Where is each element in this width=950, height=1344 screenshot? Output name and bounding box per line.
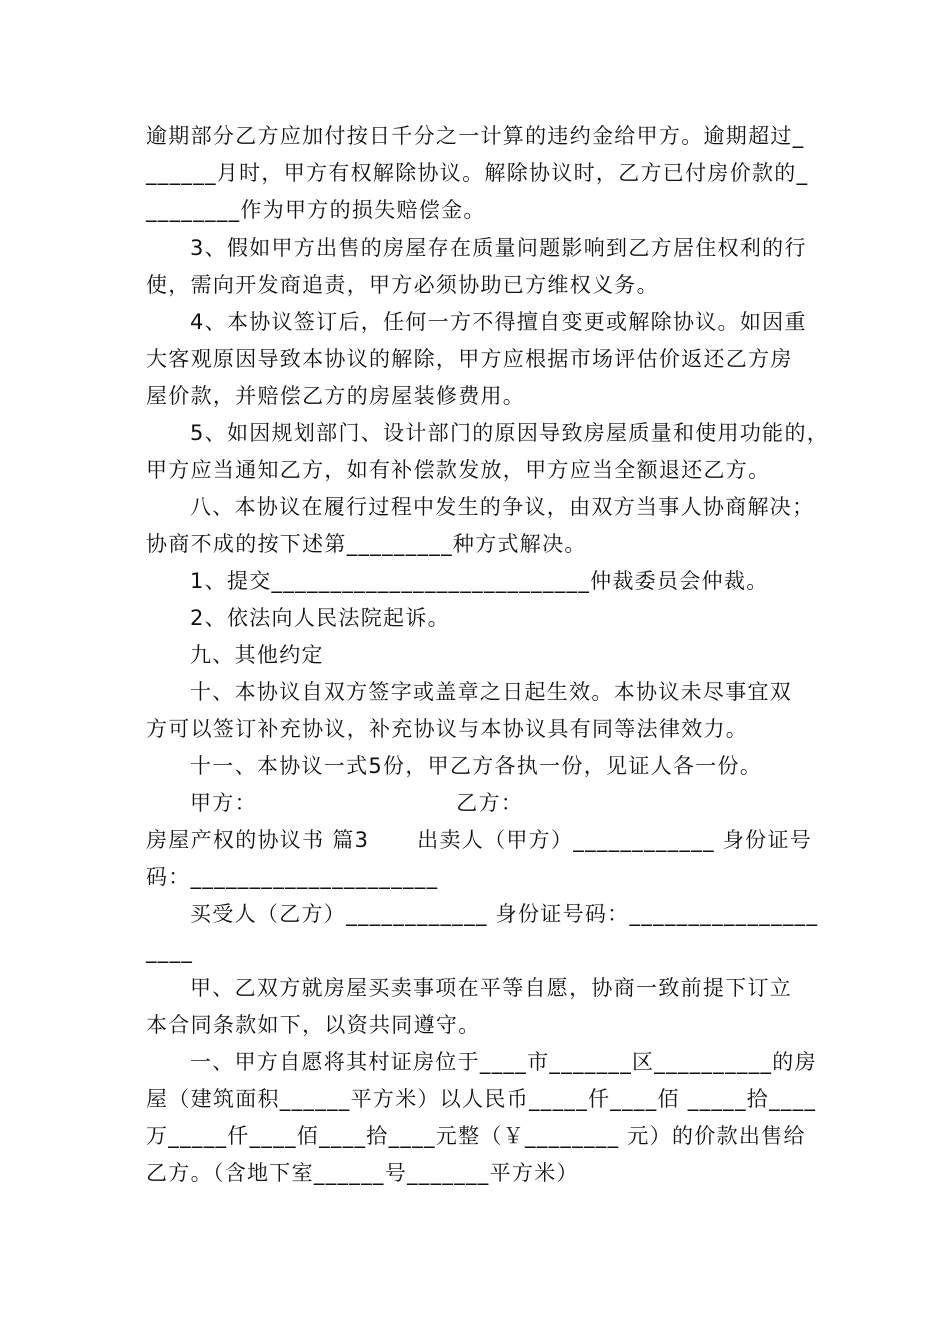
text-line: 十一、本协议一式5份，甲乙方各执一份，见证人各一份。 [190, 754, 763, 778]
text-line: 4、本协议签订后，任何一方不得擅自变更或解除协议。如因重 [190, 310, 807, 334]
text-line: 本合同条款如下，以资共同遵守。 [146, 1013, 481, 1037]
text-line: 甲、乙双方就房屋买卖事项在平等自愿，协商一致前提下订立 [190, 976, 793, 1000]
text-line: 八、本协议在履行过程中发生的争议，由双方当事人协商解决； [190, 495, 815, 519]
text-line: 一、甲方自愿将其村证房位于____市_______区__________的房 [190, 1050, 817, 1074]
text-line: 码：_____________________ [146, 865, 439, 889]
text-line: 协商不成的按下述第_________种方式解决。 [146, 532, 587, 556]
text-line: 使，需向开发商追责，甲方必须协助已方维权义务。 [146, 273, 659, 297]
text-line: 3、假如甲方出售的房屋存在质量问题影响到乙方居住权利的行 [190, 236, 807, 260]
text-line: 1、提交___________________________仲裁委员会仲裁。 [190, 569, 769, 593]
text-line: 2、依法向人民法院起诉。 [190, 606, 450, 630]
text-line: 万_____仟____佰____拾____元整（￥________ 元）的价款出售给 [146, 1124, 806, 1148]
text-line: 屋价款，并赔偿乙方的房屋装修费用。 [146, 384, 526, 408]
text-line: 5、如因规划部门、设计部门的原因导致房屋质量和使用功能的， [190, 421, 830, 445]
text-line: 屋（建筑面积______平方米）以人民币_____仟____佰 _____拾____ [146, 1087, 817, 1111]
text-line: ________作为甲方的损失赔偿金。 [146, 198, 486, 222]
signature-line: 甲方： 乙方： [190, 791, 524, 815]
text-line: 逾期部分乙方应加付按日千分之一计算的违约金给甲方。逾期超过_ [146, 124, 805, 148]
text-line: 九、其他约定 [190, 643, 324, 667]
section-heading-line: 房屋产权的协议书 篇3 出卖人（甲方）____________ 身份证号 [146, 828, 813, 852]
text-line: 大客观原因导致本协议的解除，甲方应根据市场评估价返还乙方房 [146, 347, 793, 371]
text-line: 乙方。（含地下室______号_______平方米） [146, 1161, 579, 1185]
text-line: 甲方应当通知乙方，如有补偿款发放，甲方应当全额退还乙方。 [146, 458, 771, 482]
text-line: 方可以签订补充协议，补充协议与本协议具有同等法律效力。 [146, 717, 749, 741]
text-line: ____ [146, 939, 194, 963]
text-line: 买受人（乙方）____________ 身份证号码：________________ [190, 902, 819, 926]
text-line: ______月时，甲方有权解除协议。解除协议时，乙方已付房价款的_ [146, 161, 809, 185]
text-line: 十、本协议自双方签字或盖章之日起生效。本协议未尽事宜双 [190, 680, 793, 704]
